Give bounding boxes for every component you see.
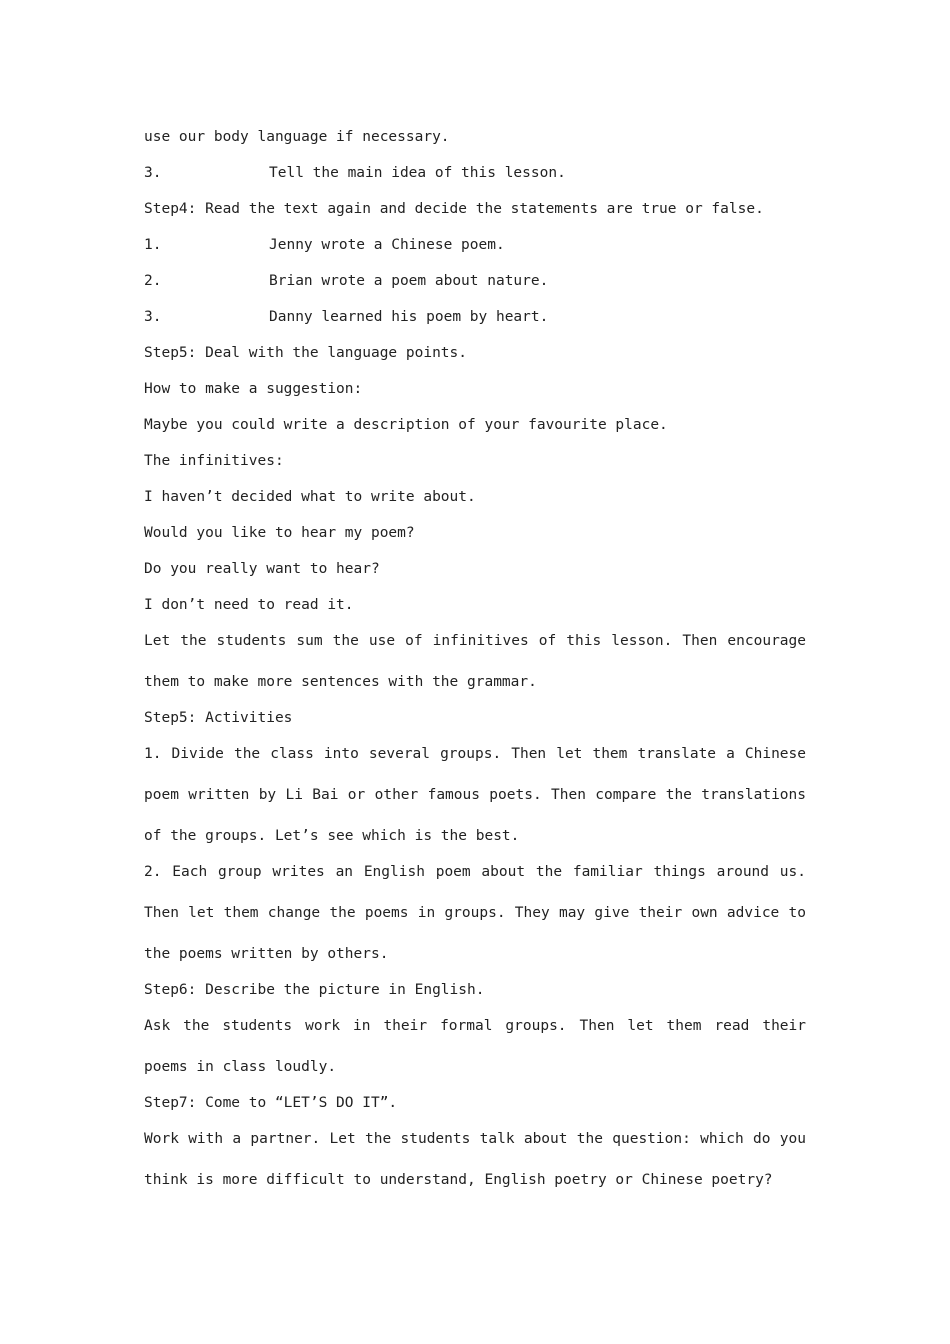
paragraph-activity-1: 1. Divide the class into several groups. Then let them translate a Chinese poem written by Li Bai or other famous poets. Then compare the translations of the groups. Let’s see which is the best. (144, 746, 806, 844)
step5-heading: Step5: Deal with the language points. (144, 345, 468, 361)
list-text: Tell the main idea of this lesson. (269, 165, 566, 181)
paragraph-activity-2: 2. Each group writes an English poem about the familiar things around us. Then let them change the poems in groups. They may give their own advice to the poems written by others. (144, 864, 806, 962)
text-line: I haven’t decided what to write about. (144, 489, 476, 505)
list-text: Jenny wrote a Chinese poem. (269, 237, 505, 253)
list-item (144, 304, 806, 340)
text-line: I don’t need to read it. (144, 597, 354, 613)
list-item (144, 160, 806, 196)
list-text: Brian wrote a poem about nature. (269, 273, 549, 289)
text-line: How to make a suggestion: (144, 381, 363, 397)
step5-activities-heading: Step5: Activities (144, 710, 293, 726)
text-line: use our body language if necessary. (144, 129, 450, 145)
list-number: 3. (144, 165, 162, 181)
step4-heading: Step4: Read the text again and decide the statements are true or false. (144, 201, 764, 217)
list-text: Danny learned his poem by heart. (269, 309, 549, 325)
list-number: 1. (144, 237, 162, 253)
text-line: Maybe you could write a description of your favourite place. (144, 417, 668, 433)
paragraph-step6: Ask the students work in their formal groups. Then let them read their poems in class loudly. (144, 1018, 806, 1075)
text-line: The infinitives: (144, 453, 284, 469)
list-number: 2. (144, 273, 162, 289)
paragraph-sum-infinitives: Let the students sum the use of infinitives of this lesson. Then encourage them to make more sentences with the grammar. (144, 633, 806, 690)
document-page (144, 124, 806, 1203)
paragraph-step7: Work with a partner. Let the students talk about the question: which do you think is more difficult to understand, English poetry or Chinese poetry? (144, 1131, 806, 1188)
list-item (144, 268, 806, 304)
list-item (144, 232, 806, 268)
list-number: 3. (144, 309, 162, 325)
text-line: Would you like to hear my poem? (144, 525, 415, 541)
step7-heading: Step7: Come to “LET’S DO IT”. (144, 1095, 398, 1111)
text-line: Do you really want to hear? (144, 561, 380, 577)
step6-heading: Step6: Describe the picture in English. (144, 982, 485, 998)
